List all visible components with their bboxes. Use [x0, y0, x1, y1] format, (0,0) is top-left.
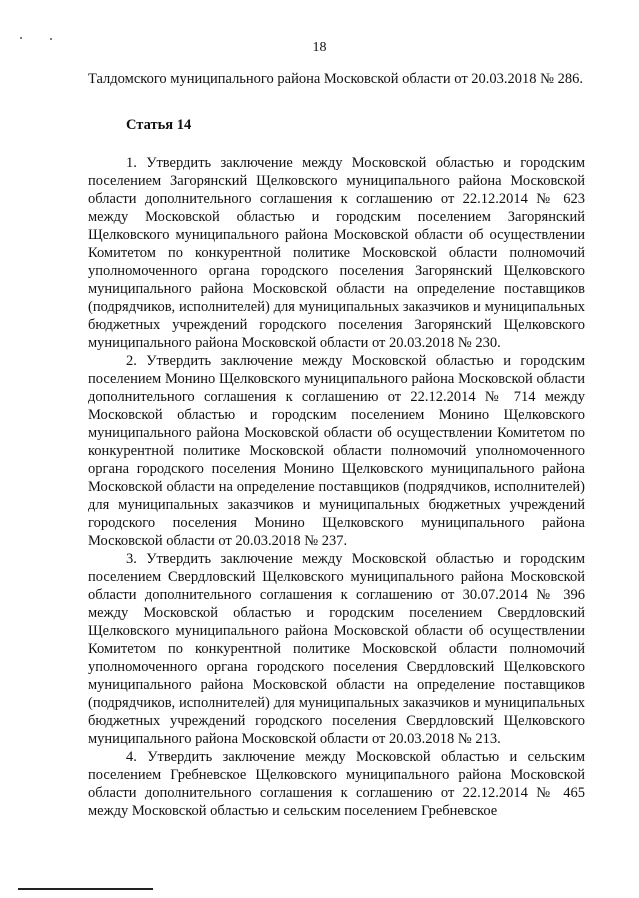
footer-rule: [18, 888, 153, 890]
paragraph-2: 2. Утвердить заключение между Московской областью и городским поселением Монино Щелковского муниципального района Московской области дополнительного соглашения к соглашению от 22.12.2014 № 714 между Московской областью и городским поселением Монино Щелковского муниципального района Московской области об осуществлении Комитетом по конкурентной политике Московской области полномочий уполномоченного органа городского поселения Монино Щелковского муниципального района Московской области на определение поставщиков (подрядчиков, исполнителей) для муниципальных заказчиков и муниципальных бюджетных учреждений городского поселения Монино Щелковского муниципального района Московской области от 20.03.2018 № 237.: [88, 353, 585, 549]
article-heading: Статья 14: [126, 117, 192, 133]
paragraph-1: 1. Утвердить заключение между Московской областью и городским поселением Загорянский Щелковского муниципального района Московской области дополнительного соглашения к соглашению от 22.12.2014 № 623 между Московской областью и городским поселением Загорянский Щелковского муниципального района Московской области об осуществлении Комитетом по конкурентной политике Московской области полномочий уполномоченного органа городского поселения Загорянский Щелковского муниципального района Московской области на определение поставщиков (подрядчиков, исполнителей) для муниципальных заказчиков и муниципальных бюджетных учреждений городского поселения Загорянский Щелковского муниципального района Московской области от 20.03.2018 № 230.: [88, 155, 585, 351]
scan-speck: [20, 37, 22, 39]
paragraph-3: 3. Утвердить заключение между Московской областью и городским поселением Свердловский Щелковского муниципального района Московской области дополнительного соглашения к соглашению от 30.07.2014 № 396 между Московской областью и городским поселением Свердловский Щелковского муниципального района Московской области об осуществлении Комитетом по конкурентной политике Московской области полномочий уполномоченного органа городского поселения Свердловский Щелковского муниципального района Московской области на определение поставщиков (подрядчиков, исполнителей) для муниципальных заказчиков и муниципальных бюджетных учреждений городского поселения Свердловский Щелковского муниципального района Московской области от 20.03.2018 № 213.: [88, 551, 585, 747]
page-number: 18: [312, 40, 327, 55]
paragraph-4: 4. Утвердить заключение между Московской областью и сельским поселением Гребневское Щелковского муниципального района Московской области дополнительного соглашения к соглашению от 22.12.2014 № 465 между Московской областью и сельским поселением Гребневское: [88, 749, 585, 819]
intro-text: Талдомского муниципального района Московской области от 20.03.2018 № 286.: [88, 71, 584, 87]
document-body: [88, 70, 585, 820]
